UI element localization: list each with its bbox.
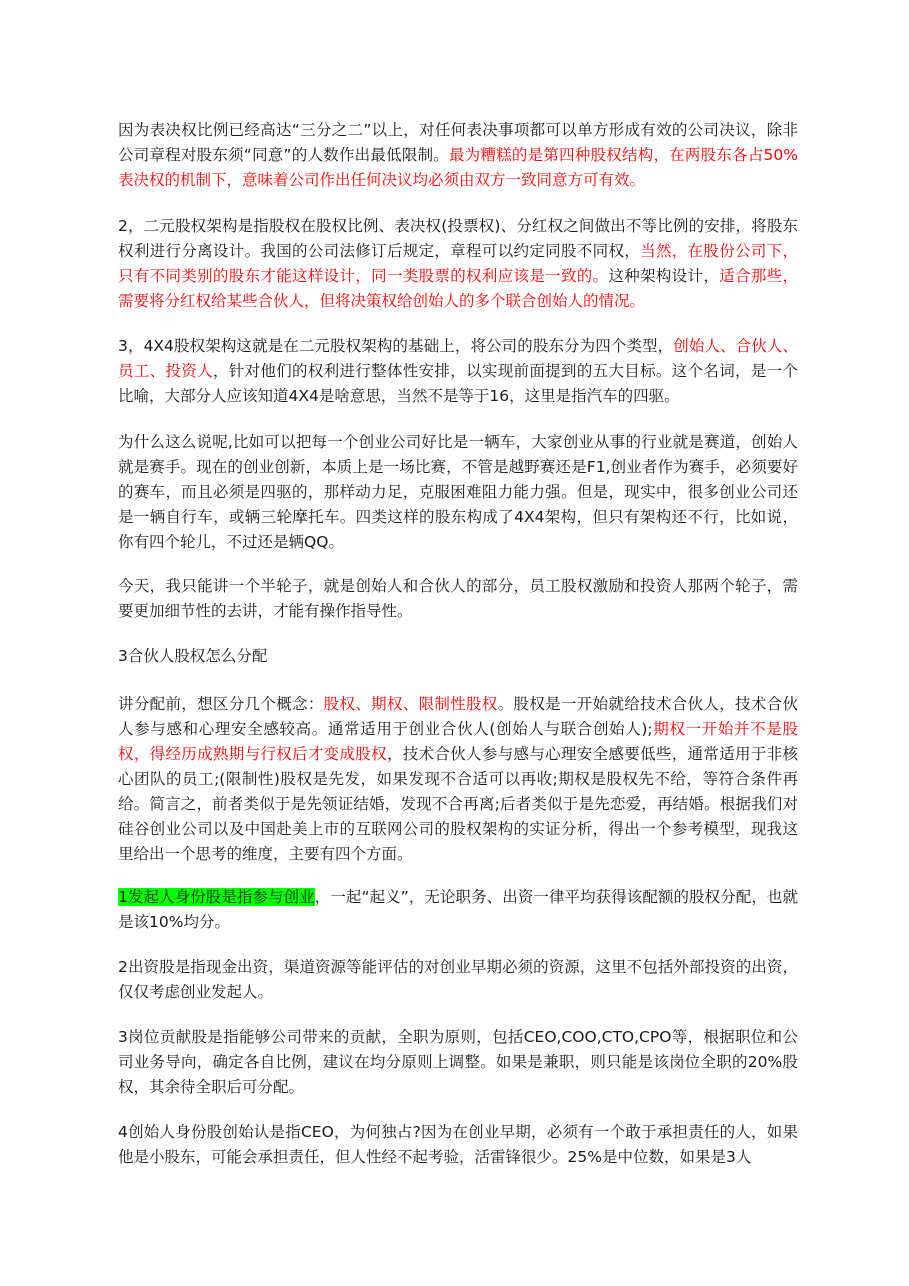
text-run: 这种架构设计， [608, 267, 720, 285]
red-emphasis-text: 创始人、合伙人、员工、投资人 [118, 337, 798, 380]
text-run: 4创始人身份股创始认是指CEO，为何独占?因为在创业早期，必须有一个敢于承担责任的人，如果他是小股东，可能会承担责任，但人性经不起考验，活雷锋很少。25%是中位数，如果是3人 [118, 1123, 798, 1166]
text-run: 3岗位贡献股是指能够公司带来的贡献，全职为原则，包括CEO,COO,CTO,CPO等，根据职位和公司业务导向，确定各自比例，建议在均分原则上调整。如果是兼职，则只能是该岗位全职的20%股权，其余待全职后可分配。 [118, 1028, 798, 1096]
paragraph-ceo-shares [118, 1120, 798, 1170]
paragraph-half-wheel [118, 574, 798, 624]
paragraph-position-shares [118, 1025, 798, 1100]
text-run: ，针对他们的权利进行整体性安排，以实现前面提到的五大目标。这个名词，是一个比喻，大部分人应该知道4X4是啥意思，当然不是等于16，这里是指汽车的四驱。 [118, 362, 798, 405]
text-run: 2出资股是指现金出资，渠道资源等能评估的对创业早期必须的资源，这里不包括外部投资的出资，仅仅考虑创业发起人。 [118, 958, 798, 1001]
paragraph-voting-ratio [118, 118, 798, 193]
text-run: 。股权是一开始就给技术合伙人，技术合伙人参与感和心理安全感较高。通常适用于创业合伙人(创始人与联合创始人); [118, 695, 798, 738]
text-run: 因为表决权比例已经高达“三分之二”以上，对任何表决事项都可以单方形成有效的公司决议，除非公司章程对股东须“同意”的人数作出最低限制。 [118, 121, 798, 164]
red-emphasis-text: 股权、期权、限制性股权 [323, 695, 498, 713]
paragraph-founder-shares [118, 885, 798, 935]
red-emphasis-text: 适合那些，需要将分红权给某些合伙人，但将决策权给创始人的多个联合创始人的情况。 [118, 267, 798, 310]
text-run: 2，二元股权架构是指股权在股权比例、表决权(投票权)、分红权之间做出不等比例的安排，将股东权利进行分离设计。我国的公司法修订后规定，章程可以约定同股不同权， [118, 217, 798, 260]
section-heading [118, 644, 267, 669]
paragraph-4x4-structure [118, 334, 798, 409]
red-emphasis-text: 期权一开始并不是股权，得经历成熟期与行权后才变成股权 [118, 720, 798, 763]
text-run: 今天，我只能讲一个半轮子，就是创始人和合伙人的部分，员工股权激励和投资人那两个轮子，需要更加细节性的去讲，才能有操作指导性。 [118, 577, 798, 620]
red-emphasis-text: 最为糟糕的是第四种股权结构，在两股东各占50%表决权的机制下，意味着公司作出任何决议均必须由双方一致同意方可有效。 [118, 146, 799, 189]
text-run: 讲分配前，想区分几个概念： [118, 695, 324, 713]
paragraph-equity-concepts [118, 692, 798, 867]
red-emphasis-text: 当然，在股份公司下，只有不同类别的股东才能这样设计，同一类股票的权利应该是一致的。 [118, 242, 798, 285]
green-highlight-text: 1发起人身份股是指参与创业 [118, 888, 315, 906]
heading-text: 3合伙人股权怎么分配 [118, 647, 268, 665]
paragraph-capital-shares [118, 955, 798, 1005]
text-run: ，技术合伙人参与感与心理安全感要低些，通常适用于非核心团队的员工;(限制性)股权是先发，如果发现不合适可以再收;期权是股权先不给，等符合条件再给。简言之，前者类似于是先领证结婚，发现不合再离;后者类似于是先恋爱，再结婚。根据我们对硅谷创业公司以及中国赴美上市的互联网公司的股权架构的实证分析，得出一个参考模型，现我这里给出一个思考的维度，主要有四个方面。 [118, 745, 798, 863]
text-run: ，一起“起义”，无论职务、出资一律平均获得该配额的股权分配，也就是该10%均分。 [118, 888, 799, 931]
text-run: 为什么这么说呢,比如可以把每一个创业公司好比是一辆车，大家创业从事的行业就是赛道，创始人就是赛手。现在的创业创新，本质上是一场比赛，不管是越野赛还是F1,创业者作为赛手，必须要好的赛车，而且必须是四驱的，那样动力足，克服困难阻力能力强。但是，现实中，很多创业公司还是一辆自行车，或辆三轮摩托车。四类这样的股东构成了4X4架构，但只有架构还不行，比如说，你有四个轮儿，不过还是辆QQ。 [118, 433, 798, 551]
paragraph-race-car-analogy [118, 430, 798, 555]
paragraph-dual-class-structure [118, 214, 798, 314]
text-run: 3，4X4股权架构这就是在二元股权架构的基础上，将公司的股东分为四个类型， [118, 337, 674, 355]
